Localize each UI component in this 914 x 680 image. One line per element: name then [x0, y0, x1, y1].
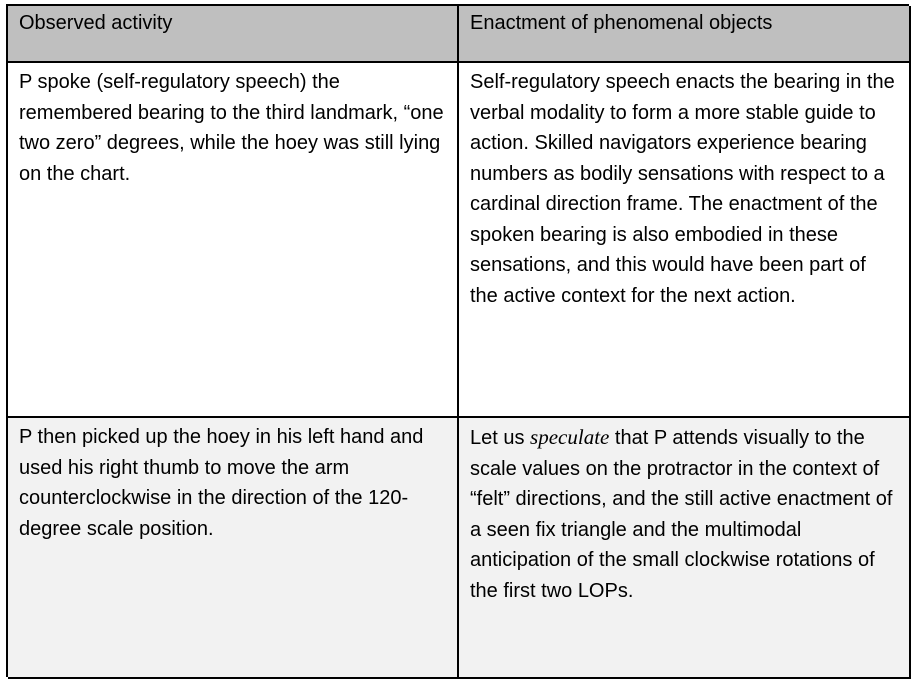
row-2-enactment — [459, 418, 911, 679]
row-1-enactment: Self-regulatory speech enacts the bearing in the verbal modality to form a more stable guide to action. Skilled navigators experience bearing numbers as bodily sensations with respect to a cardinal direction frame. The enactment of the spoken bearing is also embodied in these sensations, and this would have been part of the active context for the next action. — [459, 63, 911, 418]
row-1-observed: P spoke (self-regulatory speech) the remembered bearing to the third landmark, “one two zero” degrees, while the hoey was still lying on the chart. — [8, 63, 459, 418]
row-2-enactment-rest: that P attends visually to the scale values on the protractor in the context of “felt” directions, and the still active enactment of a seen fix triangle and the multimodal anticipation of the small clockwise rotations of the first two LOPs. — [470, 427, 893, 602]
header-enactment: Enactment of phenomenal objects — [459, 6, 911, 63]
header-observed-activity: Observed activity — [8, 6, 459, 63]
activity-table — [6, 4, 909, 677]
row-2-enactment-emphasis: speculate — [530, 425, 610, 449]
row-2-enactment-prefix: Let us — [470, 427, 525, 449]
row-2-observed: P then picked up the hoey in his left hand and used his right thumb to move the arm counterclockwise in the direction of the 120-degree scale position. — [8, 418, 459, 679]
